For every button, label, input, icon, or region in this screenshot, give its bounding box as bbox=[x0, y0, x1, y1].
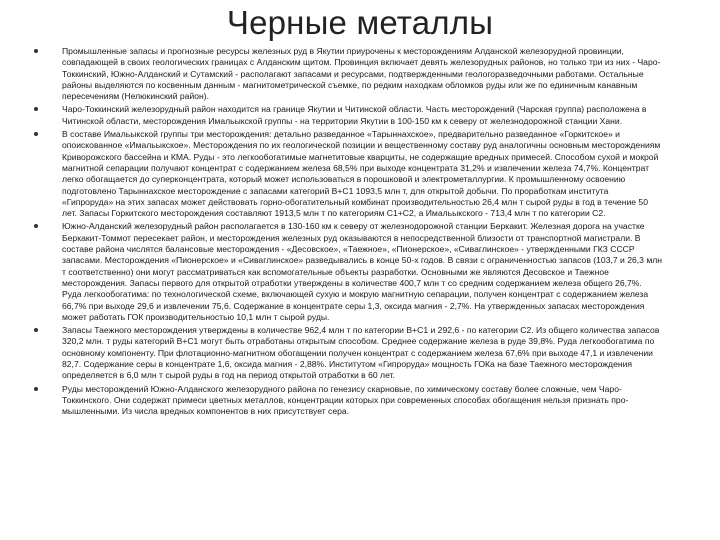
bullet-text: Промышленные запасы и прогнозные ресурсы железных руд в Якутии приурочены к месторождениям Алданской железорудной провинции, совпадающей в своих геологических границах с Алданским щитом. Провинция включает девять железорудных районов, но только три из них - Чаро-Токкинский, Южно-Алданский и Сутамский - располагают запасами и ресурсами, подтвержденными геологоразведочными работами. Остальные районы выделяются по косвенным данным - магнитометрической съемке, по редким находкам обломков руды или же по единичным канавным пересечениям (Нелюкинский район). bbox=[62, 46, 661, 102]
bullet-item bbox=[34, 325, 662, 381]
bullet-dot-icon bbox=[34, 49, 38, 53]
bullet-text: Южно-Алданский железорудный район располагается в 130-160 км к северу от железнодорожной станции Беркакит. Железная дорога на участке Беркакит-Томмот пересекает район, и месторождения железных руд оказываются в непосредственной близости от транспортной магистрали. В составе района числятся балансовые месторождения - «Десовское», «Таежное», «Пионерское», «Сиваглинское» - утвержденными ГКЗ СССР запасами. Месторождения «Пионерское» и «Сиваглинское» разведывались в конце 50-х годов. В связи с ограниченностью запасов (103,7 и 26,3 млн т соответственно) они могут рассматриваться как вспомогательные объекты разработки. Основными же являются Десовское и Таежное месторождения. Запасы первого для открытой отработки утверждены в количестве 400,7 млн т со средним содержанием железа общего 26,7%. Руда легкообогатима: по технологической схеме, включающей сухую и мокрую магнитную сепарации, получен концентрат с содержанием железа 66,7% при выходе 29,6 и извлечении 75,6. Содержание в концентрате серы 1,3, оксида магния - 2,7%. На утвержденных запасах месторождения может работать ГОК производительностью 10,1 млн т сырой руды. bbox=[62, 221, 663, 322]
bullet-text: Запасы Таежного месторождения утверждены в количестве 962,4 млн т по категории В+С1 и 292,6 - по категории С2. Из общего количества запасов 320,2 млн. т руды категорий В+С1 могут быть отработаны открытым способом. Среднее содержание железа в руде 39,8%. Руда легкообогатима по основному компоненту. При флотационно-магнитном обогащении получен концентрат с содержанием железа 67,6% при выходе 47,1 и извлечении 82,7. Содержание серы в концентрате 1,6, оксида магния - 2,88%. Институтом «Гипроруда» мощность ГОКа на базе Таежного месторождения определяется в 6,0 млн т сырой руды в год на период открытой отработки в 60 лет. bbox=[62, 325, 660, 381]
bullet-item bbox=[34, 221, 662, 323]
bullet-item bbox=[34, 46, 662, 102]
bullet-dot-icon bbox=[34, 224, 38, 228]
slide-title: Черные металлы bbox=[226, 4, 494, 41]
bullet-text: Чаро-Токкинский железорудный район находится на границе Якутии и Читинской области. Часть месторождений (Чарская группа) расположена в Читинской области, месторождения Имальыкской группы - на территории Якутии в 100-150 км к северу от железнодорожной станции Хани. bbox=[62, 104, 647, 126]
bullet-dot-icon bbox=[34, 132, 38, 136]
bullet-dot-icon bbox=[34, 328, 38, 332]
bullet-item bbox=[34, 129, 662, 219]
bullet-dot-icon bbox=[34, 107, 38, 111]
bullet-text: Руды месторождений Южно-Алданского железорудного района по генезису скарновые, по химическому составу более сложные, чем Чаро-Токкинского. Они содержат примеси цветных металлов, концентрации которых при современных способах обогащения нельзя признать про-мышленными. Из числа вредных компонентов в них присутствует сера. bbox=[62, 383, 629, 417]
bullet-item bbox=[34, 104, 662, 127]
bullet-dot-icon bbox=[34, 387, 38, 391]
bullet-list bbox=[34, 46, 662, 420]
bullet-item bbox=[34, 384, 662, 418]
bullet-text: В составе Имальыкской группы три месторождения: детально разведанное «Тарыннахское», предварительно разведанное «Горкитское» и опоискованное «Имальыкское». Месторождения по их геологической позиции и вещественному составу руд аналогичны основным месторождениям Криворожского бассейна и КМА. Руды - это легкообогатимые магнетитовые кварциты, не содержащие вредных примесей. Способом сухой и мокрой магнитной сепарации получают концентрат с содержанием железа 68,5% при выходе концентрата 31,2% и извлечении железа 74,7%. Концентрат легко обогащается до суперконцентрата, который может использоваться в порошковой и электрометаллургии. К промышленному освоению подготовлено Тарыннахское месторождение с запасами категорий В+С1 1093,5 млн т, для открытой добычи. По проработкам института «Гипроруда» на этих запасах может действовать горно-обогатительный комбинат производительностью 26,4 млн т сырой руды в год в течение 50 лет. Запасы Горкитского месторождения составляют 1913,5 млн т по категориям С1+С2, а Имальыкского - 713,4 млн т по категории С2. bbox=[62, 129, 661, 219]
